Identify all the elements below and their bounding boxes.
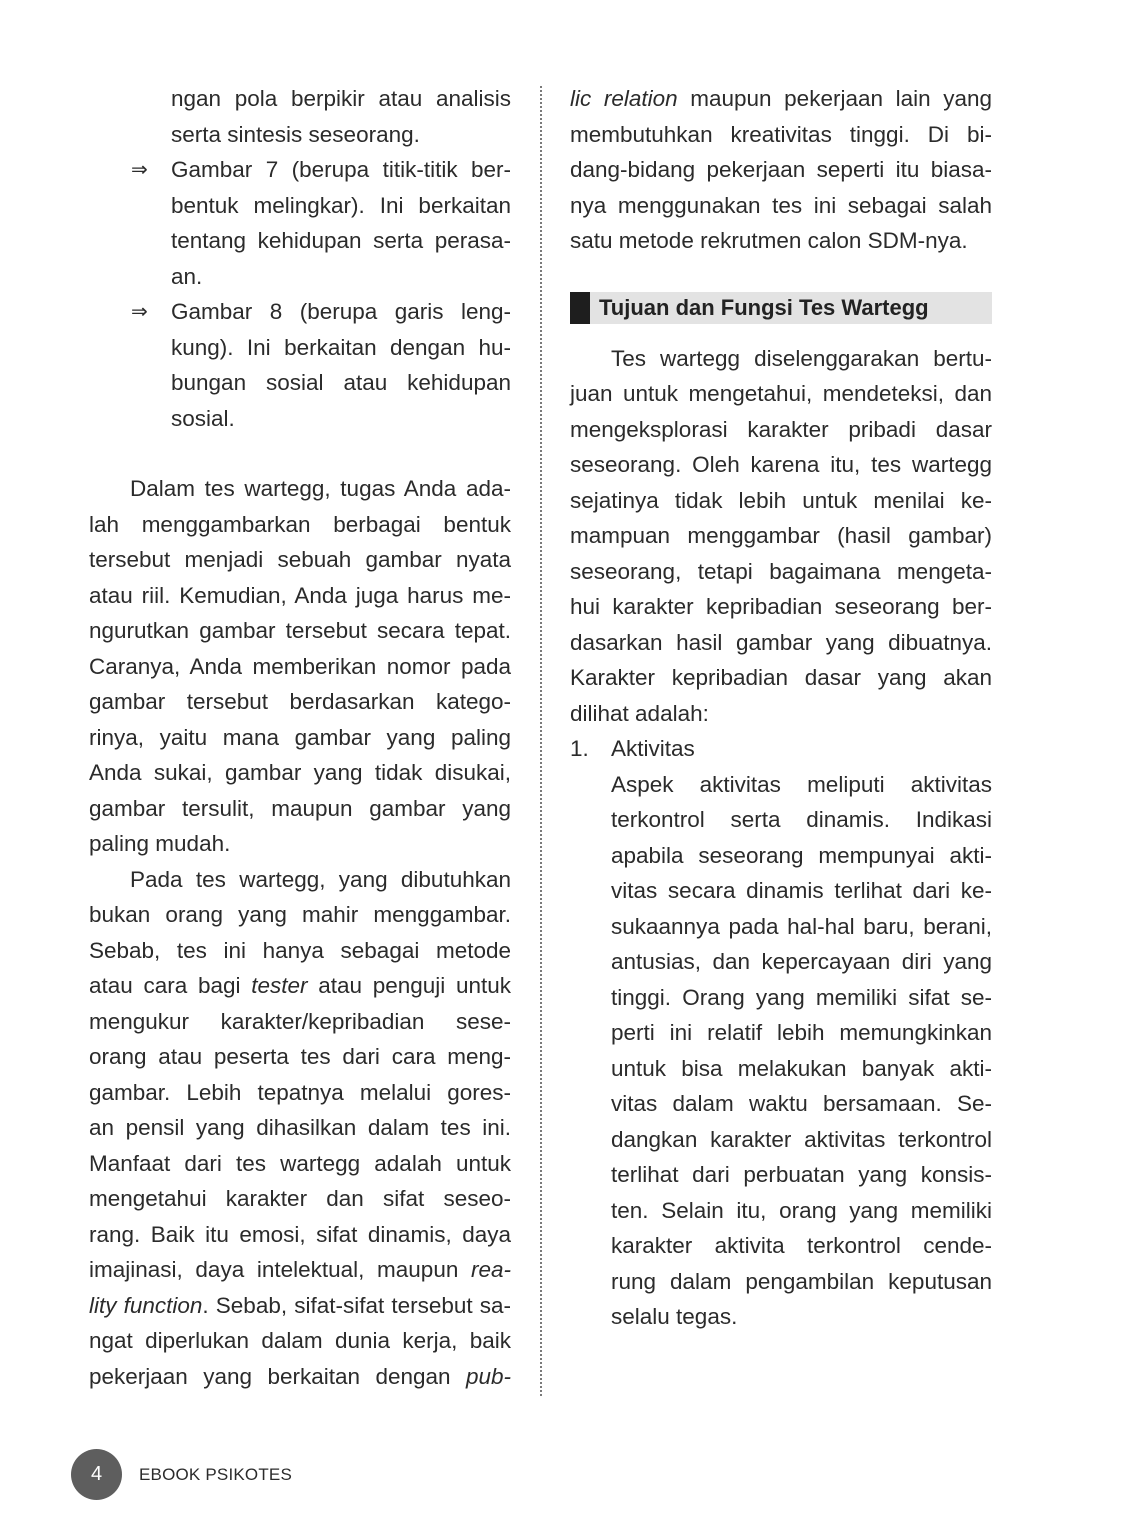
text-line: vitas secara dinamis terlihat dari ke- xyxy=(611,878,992,903)
text-line: paling mudah. xyxy=(89,831,231,856)
text-line: rang. Baik itu emosi, sifat dinamis, daya xyxy=(89,1221,511,1247)
bullet-item-gambar-8 xyxy=(89,294,511,436)
item-title: Aktivitas xyxy=(611,736,695,761)
text-line: dang-bidang pekerjaan seperti itu biasa- xyxy=(570,157,992,182)
text-line: kung). Ini berkaitan dengan hu- xyxy=(171,334,511,360)
text-line: hui karakter kepribadian seseorang ber- xyxy=(570,594,992,619)
text-line: sosial. xyxy=(171,405,235,431)
text-line: ngan pola berpikir atau analisis xyxy=(171,86,511,111)
text-line: gambar tersulit, maupun gambar yang xyxy=(89,795,511,821)
text-line: lic relation maupun pekerjaan lain yang xyxy=(570,86,993,111)
text-line: mengeksplorasi karakter pribadi dasar xyxy=(570,416,992,442)
left-column xyxy=(89,81,511,1394)
footer-title: EBOOK PSIKOTES xyxy=(139,1465,293,1484)
text-line: tinggi. Orang yang memiliki sifat se- xyxy=(611,984,992,1010)
text-line: pekerjaan yang berkaitan dengan pub- xyxy=(89,1363,511,1389)
heading-marker-icon xyxy=(570,292,590,324)
text-line: apabila seseorang mempunyai akti- xyxy=(611,842,992,868)
italic-term: lic relation xyxy=(570,86,678,111)
text-line: Anda sukai, gambar yang tidak disukai, xyxy=(89,760,511,785)
paragraph-tugas xyxy=(89,471,511,862)
text-line: perti ini relatif lebih memungkinkan xyxy=(611,1020,992,1045)
text-line: Pada tes wartegg, yang dibutuhkan xyxy=(130,866,511,892)
text-line: antusias, dan kepercayaan diri yang xyxy=(611,949,992,974)
italic-term: tester xyxy=(251,973,308,998)
text-line: Sebab, tes ini hanya sebagai metode xyxy=(89,937,511,963)
page-number-badge: 4 xyxy=(71,1449,122,1500)
text-line: Gambar 8 (berupa garis leng- xyxy=(171,299,511,324)
text-line: rinya, yaitu mana gambar yang paling xyxy=(89,724,511,750)
text-line: bentuk melingkar). Ini berkaitan xyxy=(171,192,511,218)
bullet-item-gambar-7 xyxy=(89,152,511,294)
text-line: bungan sosial atau kehidupan xyxy=(171,370,511,395)
text-line: seseorang. Oleh karena itu, tes wartegg xyxy=(570,452,992,477)
text-line: seseorang, tetapi bagaimana mengeta- xyxy=(570,558,992,584)
text-line: karakter aktivita terkontrol cende- xyxy=(611,1233,992,1258)
text-line: satu metode rekrutmen calon SDM-nya. xyxy=(570,228,968,253)
text-line: gambar tersebut berdasarkan katego- xyxy=(89,689,511,714)
text-line: vitas dalam waktu bersamaan. Se- xyxy=(611,1091,992,1116)
section-heading xyxy=(570,292,992,324)
text-line: Tes wartegg diselenggarakan bertu- xyxy=(611,345,992,371)
text-line: Caranya, Anda memberikan nomor pada xyxy=(89,653,511,679)
text-line: an pensil yang dihasilkan dalam tes ini. xyxy=(89,1115,511,1140)
text-line: dasarkan hasil gambar yang dibuatnya. xyxy=(570,629,992,655)
text-line: imajinasi, daya intelektual, maupun rea- xyxy=(89,1257,511,1282)
text-line: lah menggambarkan berbagai bentuk xyxy=(89,511,511,537)
italic-term: rea- xyxy=(470,1257,511,1282)
text-line: sejatinya tidak lebih untuk menilai ke- xyxy=(570,487,992,513)
text-line: atau riil. Kemudian, Anda juga harus me- xyxy=(89,582,511,608)
text-line: serta sintesis seseorang. xyxy=(171,121,420,147)
text-line: nya menggunakan tes ini sebagai salah xyxy=(570,192,992,218)
text-line: membutuhkan kreativitas tinggi. Di bi- xyxy=(570,121,992,147)
numbered-item-aktivitas xyxy=(570,731,992,1335)
text-line: tersebut menjadi sebuah gambar nyata xyxy=(89,547,511,572)
right-column xyxy=(570,81,992,1335)
text-line: an. xyxy=(171,263,203,289)
text-line: mengukur karakter/kepribadian sese- xyxy=(89,1008,511,1034)
text-line: Gambar 7 (berupa titik-titik ber- xyxy=(171,157,511,182)
text-line: bukan orang yang mahir menggambar. xyxy=(89,902,511,927)
text-line: selalu tegas. xyxy=(611,1304,738,1329)
text-line: ngat diperlukan dalam dunia kerja, baik xyxy=(89,1328,511,1353)
italic-term: pub- xyxy=(465,1363,511,1389)
paragraph-tujuan xyxy=(570,341,992,732)
text-line: dangkan karakter aktivitas terkontrol xyxy=(611,1126,992,1152)
arrow-bullet-icon: ⇒ xyxy=(131,299,148,323)
column-divider xyxy=(540,86,542,1396)
paragraph-manfaat xyxy=(89,862,511,1395)
text-line: terkontrol serta dinamis. Indikasi xyxy=(611,807,992,832)
text-line: Karakter kepribadian dasar yang akan xyxy=(570,665,992,690)
intro-continuation xyxy=(89,81,511,152)
text-line: dilihat adalah: xyxy=(570,700,709,726)
text-line: sukaannya pada hal-hal baru, berani, xyxy=(611,913,992,939)
item-number: 1. xyxy=(570,736,589,761)
section-heading-text: Tujuan dan Fungsi Tes Wartegg xyxy=(599,294,929,320)
text-line: mengetahui karakter dan sifat seseo- xyxy=(89,1186,511,1211)
text-line: Dalam tes wartegg, tugas Anda ada- xyxy=(130,476,511,501)
text-line: ten. Selain itu, orang yang memiliki xyxy=(611,1197,992,1223)
text-line: Manfaat dari tes wartegg adalah untuk xyxy=(89,1150,511,1176)
text-line: tentang kehidupan serta perasa- xyxy=(171,228,511,253)
text-line: gambar. Lebih tepatnya melalui gores- xyxy=(89,1079,511,1105)
arrow-bullet-icon: ⇒ xyxy=(131,157,148,181)
text-line: juan untuk mengetahui, mendeteksi, dan xyxy=(570,381,992,406)
text-line: atau cara bagi tester atau penguji untuk xyxy=(89,973,512,998)
text-line: orang atau peserta tes dari cara meng- xyxy=(89,1044,511,1069)
paragraph-continuation xyxy=(570,81,992,259)
text-line: untuk bisa melakukan banyak akti- xyxy=(611,1055,992,1081)
text-line: lity function. Sebab, sifat-sifat tersebut sa- xyxy=(89,1292,511,1318)
italic-term: lity function xyxy=(89,1292,203,1318)
text-line: rung dalam pengambilan keputusan xyxy=(611,1268,992,1294)
text-line: ngurutkan gambar tersebut secara tepat. xyxy=(89,618,511,643)
text-line: mampuan menggambar (hasil gambar) xyxy=(570,523,992,548)
text-line: Aspek aktivitas meliputi aktivitas xyxy=(611,771,992,797)
text-line: terlihat dari perbuatan yang konsis- xyxy=(611,1162,992,1187)
